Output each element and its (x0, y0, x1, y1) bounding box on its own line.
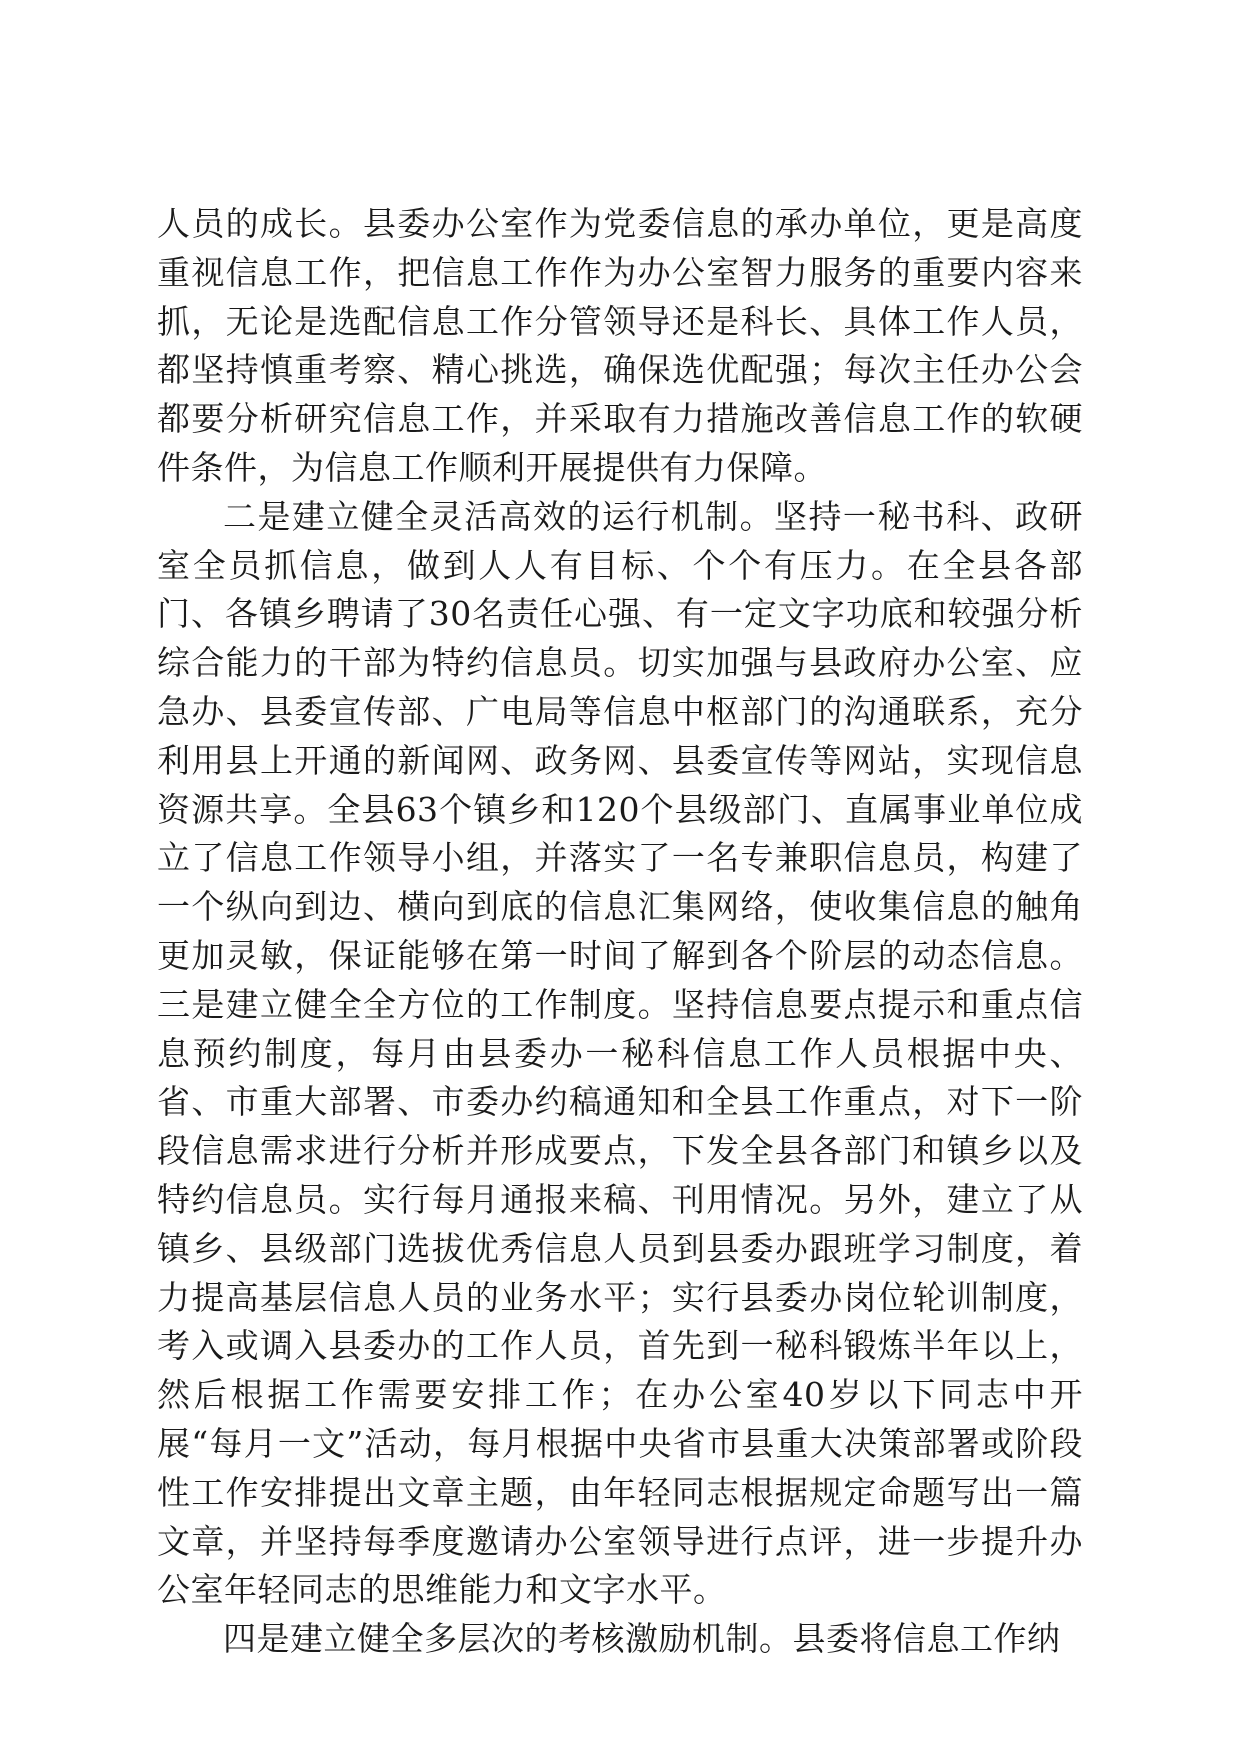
document-page (157, 200, 1083, 1664)
paragraph-leadership-continuation: 人员的成长。县委办公室作为党委信息的承办单位，更是高度重视信息工作，把信息工作作为办公室智力服务的重要内容来抓，无论是选配信息工作分管领导还是科长、具体工作人员，都坚持慎重考察、精心挑选，确保选优配强；每次主任办公会都要分析研究信息工作，并采取有力措施改善信息工作的软硬件条件，为信息工作顺利开展提供有力保障。 (157, 204, 1083, 487)
paragraph-operating-mechanism: 二是建立健全灵活高效的运行机制。坚持一秘书科、政研室全员抓信息，做到人人有目标、个个有压力。在全县各部门、各镇乡聘请了30名责任心强、有一定文字功底和较强分析综合能力的干部为特约信息员。切实加强与县政府办公室、应急办、县委宣传部、广电局等信息中枢部门的沟通联系，充分利用县上开通的新闻网、政务网、县委宣传等网站，实现信息资源共享。全县63个镇乡和120个县级部门、直属事业单位成立了信息工作领导小组，并落实了一名专兼职信息员，构建了一个纵向到边、横向到底的信息汇集网络，使收集信息的触角更加灵敏，保证能够在第一时间了解到各个阶层的动态信息。三是建立健全全方位的工作制度。坚持信息要点提示和重点信息预约制度，每月由县委办一秘科信息工作人员根据中央、省、市重大部署、市委办约稿通知和全县工作重点，对下一阶段信息需求进行分析并形成要点，下发全县各部门和镇乡以及特约信息员。实行每月通报来稿、刊用情况。另外，建立了从镇乡、县级部门选拔优秀信息人员到县委办跟班学习制度，着力提高基层信息人员的业务水平；实行县委办岗位轮训制度，考入或调入县委办的工作人员，首先到一秘科锻炼半年以上，然后根据工作需要安排工作；在办公室40岁以下同志中开展“每月一文”活动，每月根据中央省市县重大决策部署或阶段性工作安排提出文章主题，由年轻同志根据规定命题写出一篇文章，并坚持每季度邀请办公室领导进行点评，进一步提升办公室年轻同志的思维能力和文字水平。 (157, 496, 1083, 1610)
paragraph-assessment-mechanism: 四是建立健全多层次的考核激励机制。县委将信息工作纳 (223, 1619, 1061, 1659)
